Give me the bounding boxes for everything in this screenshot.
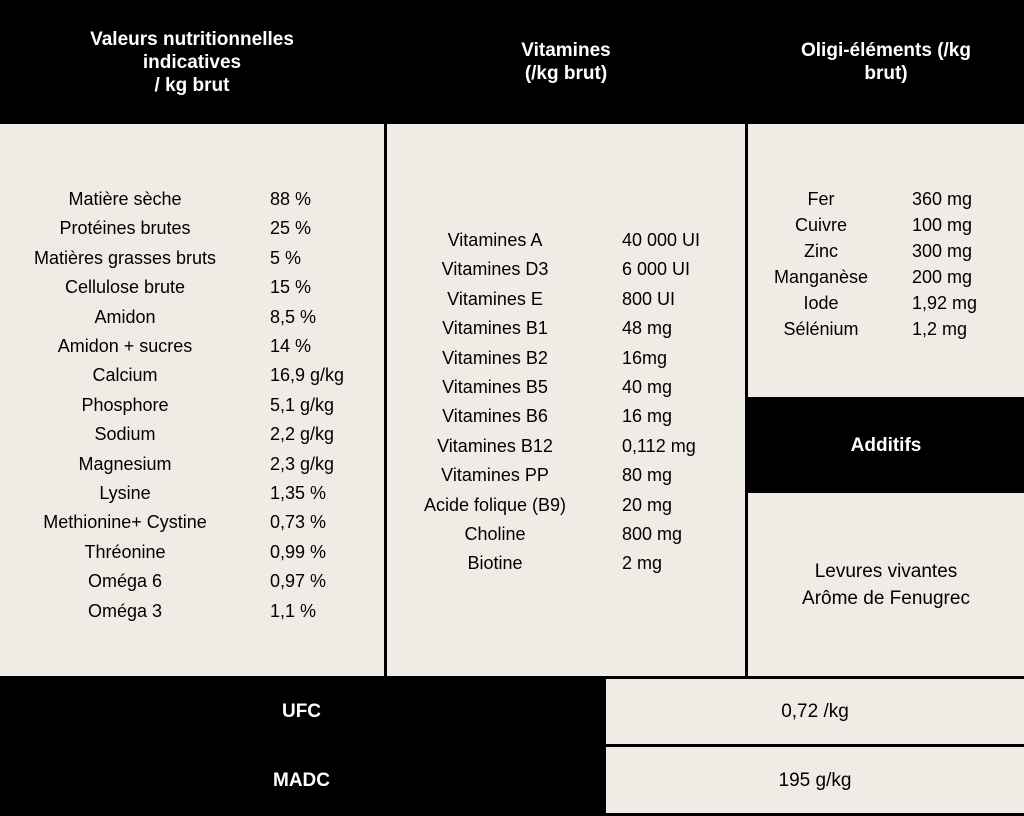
vitamin-row-label: Vitamines B6 (442, 406, 548, 427)
nutrition-row-label: Magnesium (78, 453, 172, 474)
trace-element-row (748, 212, 1024, 238)
nutrition-row (0, 332, 384, 361)
vitamin-row-value: 2 mg (622, 553, 663, 574)
vitamin-row-label: Vitamines B2 (442, 347, 548, 368)
nutrition-row-value: 5 % (270, 247, 302, 268)
nutrition-row (0, 508, 384, 537)
madc-label: MADC (0, 747, 603, 813)
vitamin-row-value: 40 000 UI (622, 230, 701, 250)
nutrition-row (0, 273, 384, 302)
vitamin-row (387, 285, 745, 314)
vitamin-row-label: Vitamines B12 (437, 435, 553, 456)
nutrition-row (0, 597, 384, 626)
nutrition-row-value: 2,2 g/kg (270, 424, 335, 445)
trace-element-row-label: Cuivre (794, 215, 847, 235)
nutrition-row-label: Matières grasses bruts (33, 247, 217, 268)
nutrition-row-label: Thréonine (84, 541, 166, 562)
trace-elements-cell (748, 124, 1024, 397)
ufc-value: 0,72 /kg (606, 679, 1024, 744)
nutrition-row-label: Lysine (99, 483, 151, 504)
vitamin-row (387, 255, 745, 284)
trace-element-row-value: 1,2 mg (912, 319, 968, 339)
nutrition-row (0, 538, 384, 567)
ufc-label: UFC (0, 679, 603, 744)
vitamin-row-value: 0,112 mg (622, 435, 696, 456)
nutrition-row-label: Oméga 6 (87, 571, 163, 592)
nutrition-row-value: 25 % (270, 218, 312, 239)
madc-value: 195 g/kg (606, 747, 1024, 813)
vitamin-row-label: Vitamines E (447, 288, 543, 309)
nutrition-row-label: Phosphore (81, 394, 169, 415)
vitamin-row-label: Vitamines B1 (442, 318, 548, 339)
nutrition-row-label: Matière sèche (68, 189, 182, 209)
trace-element-row (748, 238, 1024, 264)
nutrition-row-value: 0,73 % (270, 512, 327, 533)
trace-element-row-label: Manganèse (773, 267, 869, 287)
nutrition-row (0, 479, 384, 508)
vitamins-list (387, 226, 745, 579)
vitamin-row-label: Biotine (467, 553, 523, 574)
nutrition-row-label: Sodium (94, 424, 156, 445)
trace-element-row-label: Zinc (803, 241, 838, 261)
nutrition-row-value: 0,97 % (270, 571, 327, 592)
vitamin-row (387, 491, 745, 520)
nutrition-row-label: Protéines brutes (59, 218, 191, 239)
nutrition-row-value: 1,1 % (270, 600, 317, 621)
vitamin-row-value: 16mg (622, 347, 668, 368)
trace-element-row-value: 1,92 mg (912, 293, 978, 313)
nutrition-header: Valeurs nutritionnelles indicatives / kg brut (0, 0, 384, 124)
nutrition-row-label: Oméga 3 (87, 600, 163, 621)
trace-element-row (748, 316, 1024, 342)
nutrition-row-value: 2,3 g/kg (270, 453, 335, 474)
nutrition-row-label: Calcium (92, 365, 158, 386)
nutrition-row-value: 8,5 % (270, 306, 317, 327)
nutrition-row-value: 5,1 g/kg (270, 394, 335, 415)
nutrition-row (0, 391, 384, 420)
vitamin-row-label: Acide folique (B9) (423, 494, 567, 515)
trace-element-row-value: 360 mg (912, 189, 973, 209)
nutrition-row (0, 214, 384, 243)
trace-element-row-label: Iode (803, 293, 839, 313)
nutrition-row-value: 16,9 g/kg (270, 365, 345, 386)
nutrition-row-label: Cellulose brute (64, 277, 186, 298)
vitamin-row (387, 402, 745, 431)
vitamin-row-value: 800 mg (622, 524, 683, 545)
trace-element-row (748, 290, 1024, 316)
nutrition-row (0, 450, 384, 479)
vitamins-cell (387, 124, 745, 676)
trace-element-row-label: Sélénium (783, 319, 859, 339)
vitamin-row-label: Vitamines PP (441, 465, 549, 486)
vitamin-row (387, 314, 745, 343)
nutrition-row-value: 88 % (270, 189, 312, 209)
nutrition-row (0, 303, 384, 332)
nutrition-row (0, 420, 384, 449)
nutrition-row (0, 361, 384, 390)
nutrition-row-value: 15 % (270, 277, 312, 298)
trace-element-row-value: 100 mg (912, 215, 973, 235)
nutrition-row-value: 14 % (270, 336, 312, 357)
trace-element-row-value: 200 mg (912, 267, 973, 287)
additives-cell: Levures vivantes Arôme de Fenugrec (748, 493, 1024, 676)
vitamin-row-value: 80 mg (622, 465, 673, 486)
additives-header: Additifs (748, 400, 1024, 490)
trace-elements-list (748, 186, 1024, 342)
trace-element-row (748, 264, 1024, 290)
vitamin-row (387, 344, 745, 373)
vitamin-row-value: 40 mg (622, 377, 673, 398)
trace-element-row-value: 300 mg (912, 241, 973, 261)
vitamin-row (387, 432, 745, 461)
nutrition-row (0, 185, 384, 214)
vitamin-row-label: Vitamines B5 (442, 377, 548, 398)
vitamin-row-value: 800 UI (622, 288, 676, 309)
vitamin-row-label: Choline (464, 524, 526, 545)
vitamin-row (387, 549, 745, 578)
vitamin-row (387, 373, 745, 402)
vitamin-row-label: Vitamines A (447, 230, 543, 250)
trace-elements-header: Oligi-éléments (/kg brut) (748, 0, 1024, 124)
trace-element-row-label: Fer (807, 189, 835, 209)
nutrition-row-label: Amidon (94, 306, 156, 327)
nutrition-cell (0, 124, 384, 676)
nutrition-row-value: 1,35 % (270, 483, 327, 504)
vitamin-row-value: 16 mg (622, 406, 673, 427)
nutrition-row-label: Amidon + sucres (57, 336, 193, 357)
vitamin-row-label: Vitamines D3 (441, 259, 549, 280)
vitamin-row-value: 20 mg (622, 494, 673, 515)
nutrition-list (0, 185, 384, 626)
vitamin-row (387, 461, 745, 490)
vitamin-row-value: 6 000 UI (622, 259, 691, 280)
vitamin-row-value: 48 mg (622, 318, 673, 339)
vitamin-row (387, 520, 745, 549)
nutrition-row-label: Methionine+ Cystine (43, 512, 207, 533)
nutrition-row (0, 567, 384, 596)
nutrition-row (0, 244, 384, 273)
vitamin-row (387, 226, 745, 255)
vitamins-header: Vitamines (/kg brut) (387, 0, 745, 124)
trace-element-row (748, 186, 1024, 212)
nutrition-row-value: 0,99 % (270, 541, 327, 562)
